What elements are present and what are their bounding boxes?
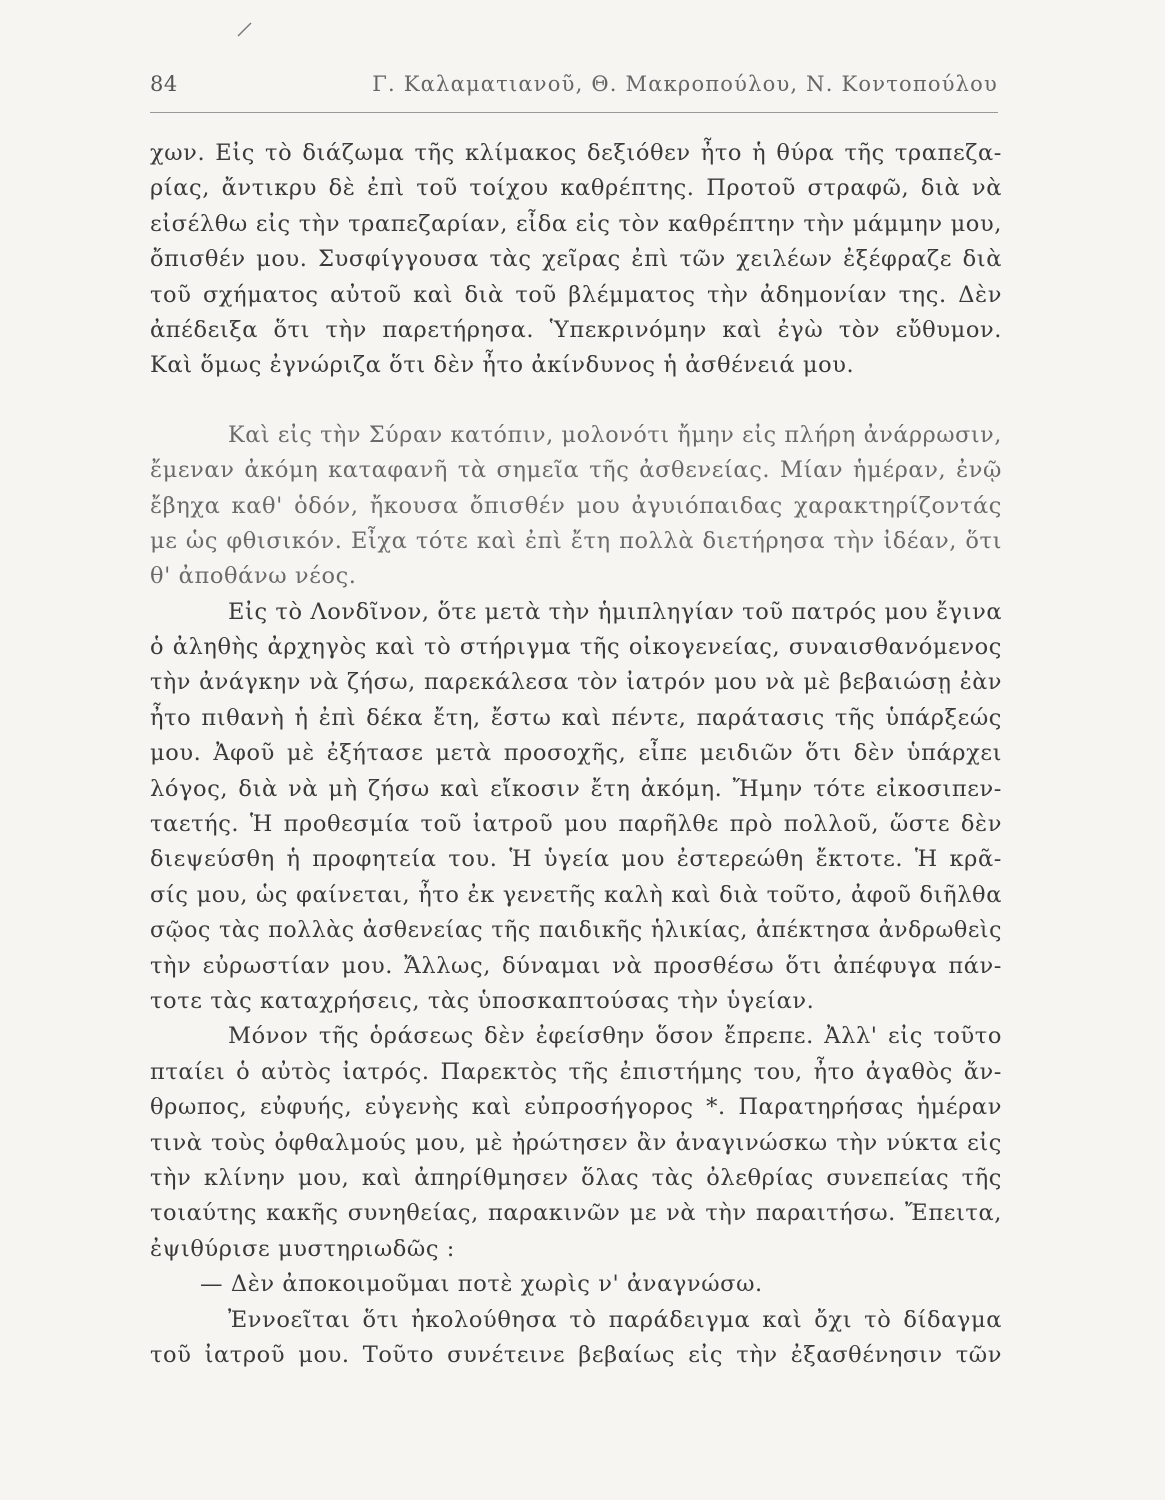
running-head: Γ. Καλαματιανοῦ, Θ. Μακροπούλου, Ν. Κοντοπούλου xyxy=(372,72,998,96)
text-line: ὁ ἀληθὴς ἀρχηγὸς καὶ τὸ στήριγμα τῆς οἰκογενείας, συναισθανόμενος xyxy=(150,634,1002,661)
text-line: σίς μου, ὡς φαίνεται, ἦτο ἐκ γενετῆς καλὴ καὶ διὰ τοῦτο, ἀφοῦ διῆλθα xyxy=(150,881,1002,908)
text-line: ρίας, ἄντικρυ δὲ ἐπὶ τοῦ τοίχου καθρέπτης. Προτοῦ στραφῶ, διὰ νὰ xyxy=(150,175,1002,202)
paragraph-gap xyxy=(150,384,1002,418)
text-line: ὄπισθέν μου. Συσφίγγουσα τὰς χεῖρας ἐπὶ τῶν χειλέων ἐξέφραζε διὰ xyxy=(150,246,1002,273)
text-line: μου. Ἀφοῦ μὲ ἐξήτασε μετὰ προσοχῆς, εἶπε μειδιῶν ὅτι δὲν ὑπάρχει xyxy=(150,740,1002,767)
text-line: ἔβηχα καθ' ὁδόν, ἤκουσα ὄπισθέν μου ἀγυιόπαιδας χαρακτηρίζοντάς xyxy=(150,492,1002,519)
text-line: ταετής. Ἡ προθεσμία τοῦ ἰατροῦ μου παρῆλθε πρὸ πολλοῦ, ὥστε δὲν xyxy=(150,811,1002,838)
page-number: 84 xyxy=(150,72,178,96)
paragraph-6 xyxy=(150,1303,1002,1374)
page-header xyxy=(150,72,998,102)
paragraph-2 xyxy=(150,418,1002,595)
paragraph-4 xyxy=(150,1019,1002,1267)
dialogue-line xyxy=(150,1267,1002,1302)
text-line: εἰσέλθω εἰς τὴν τραπεζαρίαν, εἶδα εἰς τὸν καθρέπτην τὴν μάμμην μου, xyxy=(150,210,1002,237)
text-line: ἐψιθύρισε μυστηριωδῶς : xyxy=(150,1235,455,1262)
text-line: χων. Εἰς τὸ διάζωμα τῆς κλίμακος δεξιόθεν ἦτο ἡ θύρα τῆς τραπεζα- xyxy=(150,140,1002,166)
text-line: θ' ἀποθάνω νέος. xyxy=(150,563,357,590)
stray-pencil-mark xyxy=(236,20,254,38)
text-line: ἀπέδειξα ὅτι τὴν παρετήρησα. Ὑπεκρινόμην καὶ ἐγὼ τὸν εὔθυμον. xyxy=(150,316,1002,343)
text-line: θρωπος, εὐφυής, εὐγενὴς καὶ εὐπροσήγορος *. Παρατηρήσας ἡμέραν xyxy=(150,1094,1002,1121)
text-line: Καὶ εἰς τὴν Σύραν κατόπιν, μολονότι ἤμην εἰς πλήρη ἀνάρρωσιν, xyxy=(228,421,1002,448)
text-line: Εἰς τὸ Λονδῖνον, ὅτε μετὰ τὴν ἡμιπληγίαν τοῦ πατρός μου ἔγινα xyxy=(228,598,1003,625)
paragraph-3 xyxy=(150,595,1002,1020)
text-line: Μόνον τῆς ὁράσεως δὲν ἐφείσθην ὅσον ἔπρεπε. Ἀλλ' εἰς τοῦτο xyxy=(228,1023,1002,1050)
text-line: τὴν εὐρωστίαν μου. Ἄλλως, δύναμαι νὰ προσθέσω ὅτι ἀπέφυγα πάν- xyxy=(150,952,1002,979)
text-line: πταίει ὁ αὐτὸς ἰατρός. Παρεκτὸς τῆς ἐπιστήμης του, ἦτο ἀγαθὸς ἄν- xyxy=(150,1058,1002,1085)
text-line: ἔμεναν ἀκόμη καταφανῆ τὰ σημεῖα τῆς ἀσθενείας. Μίαν ἡμέραν, ἐνῷ xyxy=(150,457,1002,484)
text-line: τοῦ σχήματος αὐτοῦ καὶ διὰ τοῦ βλέμματος τὴν ἀδημονίαν της. Δὲν xyxy=(150,281,1002,308)
text-line: σῷος τὰς πολλὰς ἀσθενείας τῆς παιδικῆς ἡλικίας, ἀπέκτησα ἀνδρωθεὶς xyxy=(150,918,1002,944)
text-line: τὴν ἀνάγκην νὰ ζήσω, παρεκάλεσα τὸν ἰατρόν μου νὰ μὲ βεβαιώσῃ ἐὰν xyxy=(150,669,1002,696)
text-line: λόγος, διὰ νὰ μὴ ζήσω καὶ εἴκοσιν ἔτη ἀκόμη. Ἤμην τότε εἰκοσιπεν- xyxy=(150,775,1002,802)
text-line: — Δὲν ἀποκοιμοῦμαι ποτὲ χωρὶς ν' ἀναγνώσω. xyxy=(200,1271,763,1298)
text-line: Ἐννοεῖται ὅτι ἠκολούθησα τὸ παράδειγμα καὶ ὄχι τὸ δίδαγμα xyxy=(228,1306,1002,1333)
header-rule xyxy=(150,112,998,113)
paragraph-1 xyxy=(150,136,1002,384)
text-line: τοιαύτης κακῆς συνηθείας, παρακινῶν με νὰ τὴν παραιτήσω. Ἔπειτα, xyxy=(150,1200,1002,1227)
body-text xyxy=(150,136,1002,1373)
text-line: τινὰ τοὺς ὀφθαλμούς μου, μὲ ἠρώτησεν ἂν ἀναγινώσκω τὴν νύκτα εἰς xyxy=(150,1129,1002,1156)
text-line: με ὡς φθισικόν. Εἶχα τότε καὶ ἐπὶ ἔτη πολλὰ διετήρησα τὴν ἰδέαν, ὅτι xyxy=(150,527,1002,554)
text-line: διεψεύσθη ἡ προφητεία του. Ἡ ὑγεία μου ἐστερεώθη ἔκτοτε. Ἡ κρᾶ- xyxy=(150,846,1002,873)
text-line: Καὶ ὅμως ἐγνώριζα ὅτι δὲν ἦτο ἀκίνδυνος ἡ ἀσθένειά μου. xyxy=(150,352,855,379)
text-line: τὴν κλίνην μου, καὶ ἀπηρίθμησεν ὅλας τὰς ὀλεθρίας συνεπείας τῆς xyxy=(150,1164,1002,1191)
text-line: τοτε τὰς καταχρήσεις, τὰς ὑποσκαπτούσας τὴν ὑγείαν. xyxy=(150,987,815,1014)
text-line: ἦτο πιθανὴ ἡ ἐπὶ δέκα ἔτη, ἔστω καὶ πέντε, παράτασις τῆς ὑπάρξεώς xyxy=(150,704,1002,731)
text-line: τοῦ ἰατροῦ μου. Τοῦτο συνέτεινε βεβαίως εἰς τὴν ἐξασθένησιν τῶν xyxy=(150,1341,1002,1368)
